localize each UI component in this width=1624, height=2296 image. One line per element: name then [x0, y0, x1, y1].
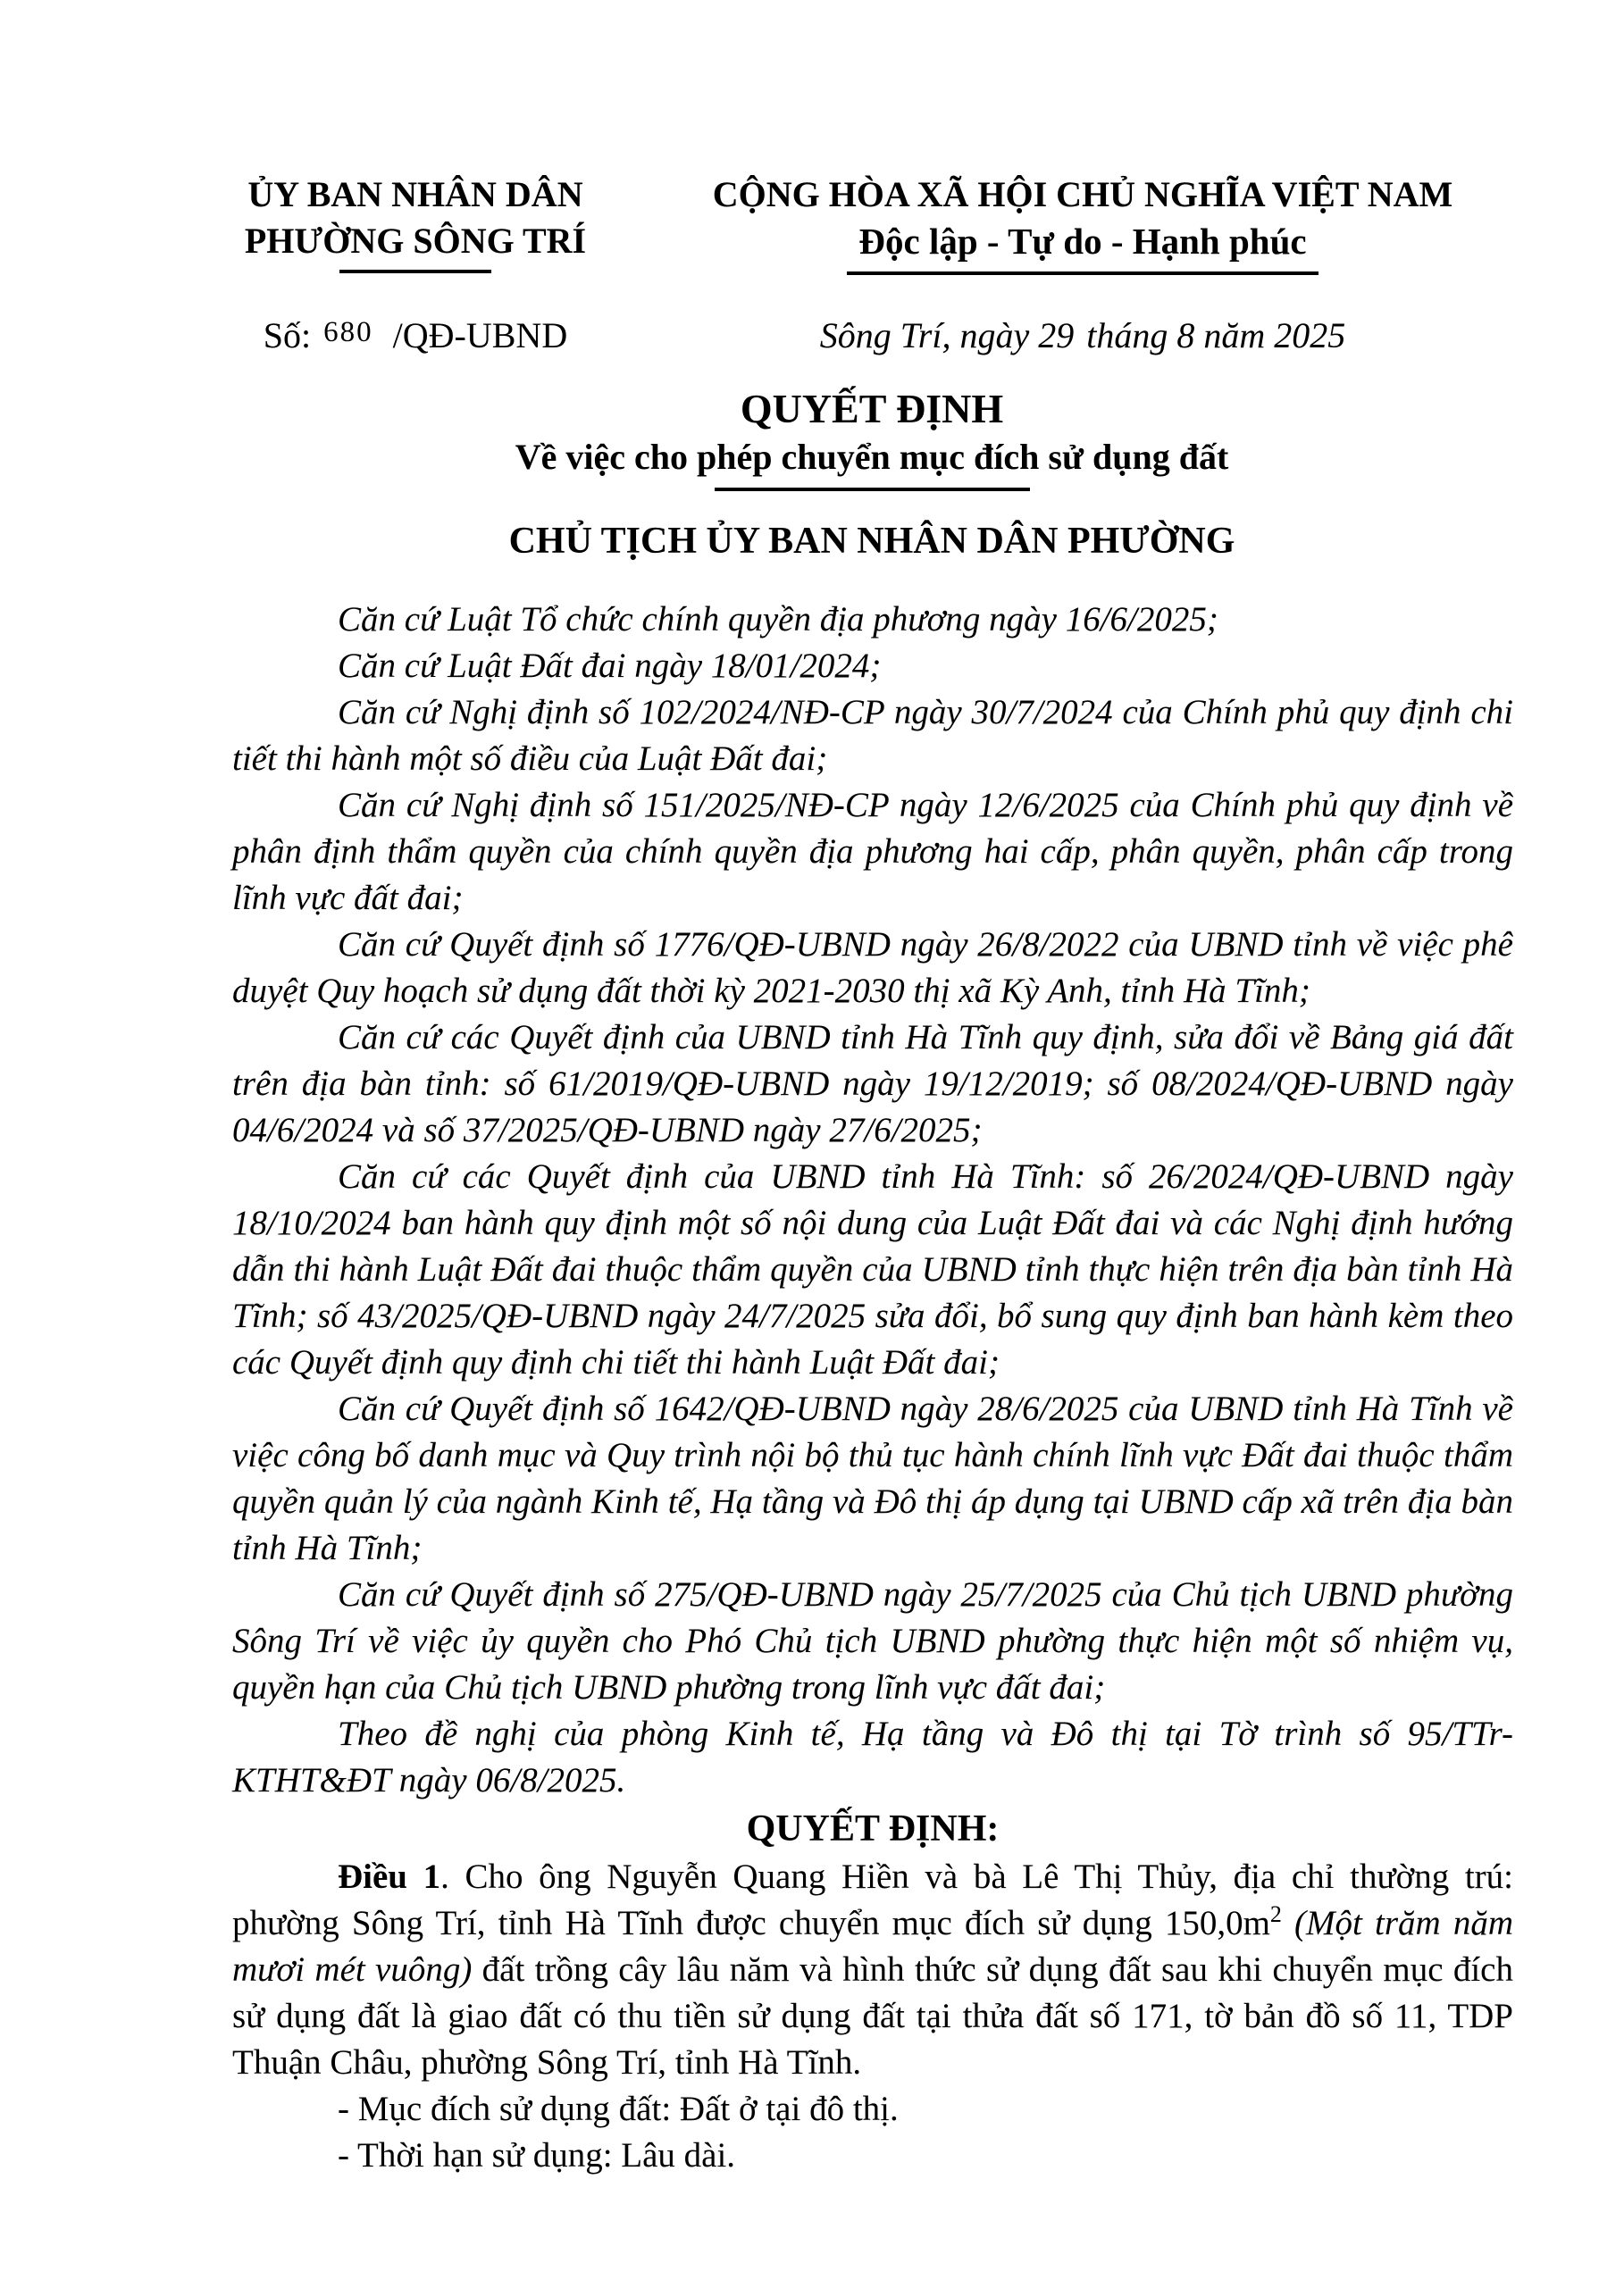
document-number-value: 680	[323, 316, 373, 348]
preamble-paragraph: Căn cứ Luật Tổ chức chính quyền địa phương ngày 16/6/2025;	[338, 600, 1218, 639]
article-1-paragraph	[232, 1854, 1513, 2086]
enacting-heading: QUYẾT ĐỊNH:	[746, 1808, 1000, 1849]
national-motto-line2: Độc lập - Tự do - Hạnh phúc	[858, 221, 1307, 262]
document-number-line	[205, 313, 625, 362]
preamble-paragraph: Căn cứ Nghị định số 151/2025/NĐ-CP ngày 12/6/2025 của Chính phủ quy định về phân định thẩm quyền của chính quyền địa phương hai cấp, phân quyền, phân cấp trong lĩnh vực đất đai;	[232, 786, 1513, 917]
land-use-purpose-line: - Mục đích sử dụng đất: Đất ở tại đô thị.	[338, 2090, 899, 2128]
document-subject: Về việc cho phép chuyển mục đích sử dụng đất	[515, 437, 1229, 477]
subject-underline	[715, 488, 1030, 491]
preamble-paragraph: Căn cứ Quyết định số 1776/QĐ-UBND ngày 26/8/2022 của UBND tỉnh về việc phê duyệt Quy hoạch sử dụng đất thời kỳ 2021-2030 thị xã Kỳ Anh, tỉnh Hà Tĩnh;	[232, 925, 1513, 1010]
national-motto-line1: CỘNG HÒA XÃ HỘI CHỦ NGHĨA VIỆT NAM	[712, 174, 1453, 214]
issuing-org-underline	[339, 270, 491, 273]
article-1-label: Điều 1	[338, 1858, 441, 1896]
issuing-org-block	[205, 171, 625, 362]
dateline-day: 29	[1038, 315, 1075, 355]
document-type-heading: QUYẾT ĐỊNH	[740, 386, 1004, 431]
issuing-authority-heading: CHỦ TỊCH ỦY BAN NHÂN DÂN PHƯỜNG	[508, 521, 1235, 562]
preamble-paragraph: Căn cứ Nghị định số 102/2024/NĐ-CP ngày 30/7/2024 của Chính phủ quy định chi tiết thi hành một số điều của Luật Đất đai;	[232, 693, 1513, 778]
article-1-amount-in-words: (Một trăm năm mươi mét vuông)	[232, 1904, 1513, 1989]
document-number-symbol: /QĐ-UBND	[392, 315, 568, 355]
preamble-paragraph: Căn cứ Quyết định số 1642/QĐ-UBND ngày 28/6/2025 của UBND tỉnh Hà Tĩnh về việc công bố danh mục và Quy trình nội bộ thủ tục hành chính lĩnh vực Đất đai thuộc thẩm quyền quản lý của ngành Kinh tế, Hạ tầng và Đô thị áp dụng tại UBND cấp xã trên địa bàn tỉnh Hà Tĩnh;	[232, 1390, 1513, 1567]
title-block	[231, 384, 1512, 564]
square-meter-superscript: 2	[1269, 1901, 1282, 1927]
document-body	[232, 597, 1513, 2179]
land-use-term-line: - Thời hạn sử dụng: Lâu dài.	[338, 2136, 736, 2175]
dateline-pre: Sông Trí, ngày	[819, 315, 1030, 355]
issuing-org-line2: PHƯỜNG SÔNG TRÍ	[244, 221, 587, 261]
preamble-paragraph: Căn cứ Quyết định số 275/QĐ-UBND ngày 25/7/2025 của Chủ tịch UBND phường Sông Trí về việc ủy quyền cho Phó Chủ tịch UBND phường thực hiện một số nhiệm vụ, quyền hạn của Chủ tịch UBND phường trong lĩnh vực đất đai;	[232, 1575, 1513, 1707]
national-header-block	[694, 171, 1471, 359]
preamble-paragraph: Căn cứ các Quyết định của UBND tỉnh Hà Tĩnh: số 26/2024/QĐ-UBND ngày 18/10/2024 ban hành quy định một số nội dung của Luật Đất đai và các Nghị định hướng dẫn thi hành Luật Đất đai thuộc thẩm quyền của UBND tỉnh thực hiện trên địa bàn tỉnh Hà Tĩnh; số 43/2025/QĐ-UBND ngày 24/7/2025 sửa đổi, bổ sung quy định ban hành kèm theo các Quyết định quy định chi tiết thi hành Luật Đất đai;	[232, 1157, 1513, 1382]
issuing-org-line1: ỦY BAN NHÂN DÂN	[247, 174, 583, 214]
preamble-paragraph: Theo đề nghị của phòng Kinh tế, Hạ tầng và Đô thị tại Tờ trình số 95/TTr-KTHT&ĐT ngày 06/8/2025.	[232, 1715, 1513, 1799]
preamble-paragraph: Căn cứ Luật Đất đai ngày 18/01/2024;	[338, 647, 882, 685]
article-1-text-part2: đất trồng cây lâu năm và hình thức sử dụng đất sau khi chuyển mục đích sử dụng đất là giao đất có thu tiền sử dụng đất tại thửa đất số 171, tờ bản đồ số 11, TDP Thuận Châu, phường Sông Trí, tỉnh Hà Tĩnh.	[232, 1950, 1513, 2082]
dateline-post: tháng 8 năm 2025	[1086, 315, 1346, 355]
article-1-text-part1: . Cho ông Nguyễn Quang Hiền và bà Lê Thị Thủy, địa chỉ thường trú: phường Sông Trí, tỉnh Hà Tĩnh được chuyển mục đích sử dụng 150,0m	[232, 1858, 1513, 1942]
place-date-line	[694, 313, 1471, 359]
document-number-label: Số:	[263, 315, 312, 355]
national-motto-underline	[847, 271, 1318, 275]
preamble-paragraph: Căn cứ các Quyết định của UBND tỉnh Hà Tĩnh quy định, sửa đổi về Bảng giá đất trên địa bàn tỉnh: số 61/2019/QĐ-UBND ngày 19/12/2019; số 08/2024/QĐ-UBND ngày 04/6/2024 và số 37/2025/QĐ-UBND ngày 27/6/2025;	[232, 1018, 1513, 1149]
